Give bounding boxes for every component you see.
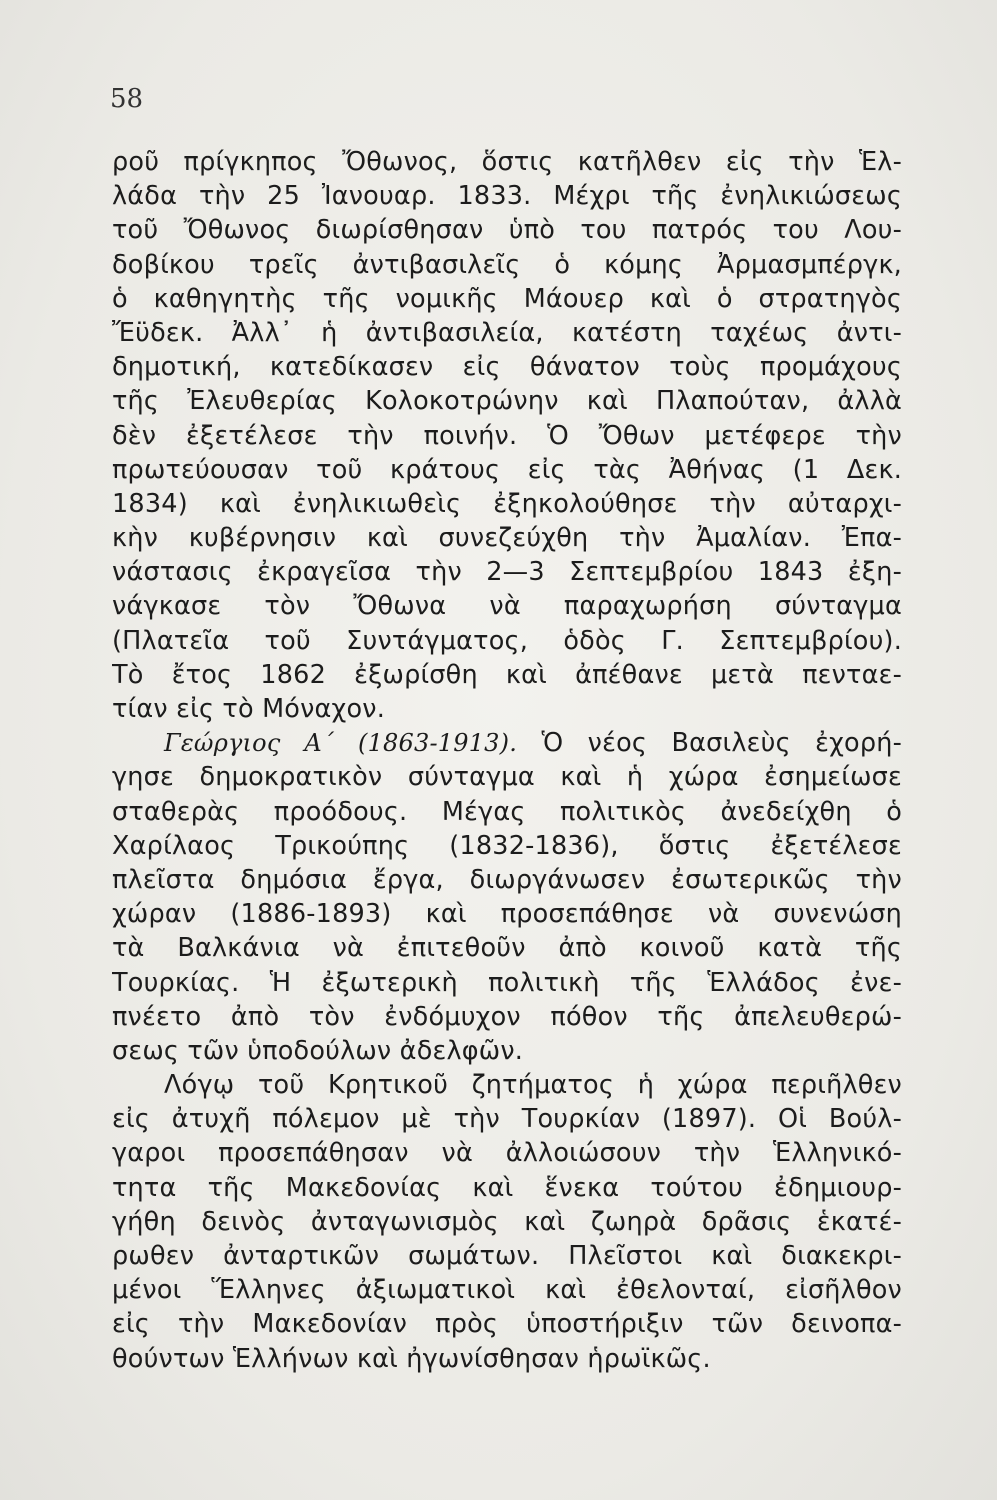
paragraph-heading-line <box>112 726 902 760</box>
text-line: Τὸ ἔτος 1862 ἐξωρίσθη καὶ ἀπέθανε μετὰ πενταε- <box>112 659 902 690</box>
section-heading: Γεώργιος Α΄ (1863-1913). <box>164 729 518 758</box>
text-line: χώραν (1886-1893) καὶ προσεπάθησε νὰ συνενώση <box>112 899 902 930</box>
text-line: γήθη δεινὸς ἀνταγωνισμὸς καὶ ζωηρὰ δρᾶσις ἑκατέ- <box>112 1206 902 1237</box>
text-line: εἰς τὴν Μακεδονίαν πρὸς ὑποστήριξιν τῶν δεινοπα- <box>112 1309 902 1340</box>
text-line: ροῦ πρίγκηπος Ὄθωνος, ὅστις κατῆλθεν εἰς τὴν Ἑλ- <box>112 147 902 177</box>
text-line: πλεῖστα δημόσια ἔργα, διωργάνωσεν ἐσωτερικῶς τὴν <box>112 864 902 895</box>
text-line: κὴν κυβέρνησιν καὶ συνεζεύχθη τὴν Ἀμαλίαν. Ἐπα- <box>112 523 902 554</box>
text-line: Λόγῳ τοῦ Κρητικοῦ ζητήματος ἡ χώρα περιῆλθεν <box>164 1070 902 1101</box>
body-text <box>112 145 902 1376</box>
text-line: ὁ καθηγητὴς τῆς νομικῆς Μάουερ καὶ ὁ στρατηγὸς <box>112 283 902 314</box>
text-line: πρωτεύουσαν τοῦ κράτους εἰς τὰς Ἀθήνας (1 Δεκ. <box>112 454 902 485</box>
text-line: γησε δημοκρατικὸν σύνταγμα καὶ ἡ χώρα ἐσημείωσε <box>112 762 902 793</box>
text-fragment: Ὁ νέος Βασιλεὺς ἐχορή- <box>541 728 902 759</box>
text-line: δημοτική, κατεδίκασεν εἰς θάνατον τοὺς προμάχους <box>112 352 902 383</box>
text-line: Τουρκίας. Ἡ ἐξωτερικὴ πολιτικὴ τῆς Ἑλλάδος ἐνε- <box>112 967 902 998</box>
text-line: γαροι προσεπάθησαν νὰ ἀλλοιώσουν τὴν Ἑλληνικό- <box>112 1138 902 1169</box>
text-line: μένοι Ἕλληνες ἀξιωματικοὶ καὶ ἐθελονταί, εἰσῆλθον <box>112 1275 902 1306</box>
text-line: πνέετο ἀπὸ τὸν ἐνδόμυχον πόθον τῆς ἀπελευθερώ- <box>112 1001 902 1032</box>
text-line: τῆς Ἐλευθερίας Κολοκοτρώνην καὶ Πλαπούταν, ἀλλὰ <box>112 386 902 417</box>
text-line: εἰς ἀτυχῆ πόλεμον μὲ τὴν Τουρκίαν (1897). Οἱ Βούλ- <box>112 1104 902 1135</box>
text-line: 1834) καὶ ἐνηλικιωθεὶς ἐξηκολούθησε τὴν αὐταρχι- <box>112 488 902 519</box>
text-line: ρωθεν ἀνταρτικῶν σωμάτων. Πλεῖστοι καὶ διακεκρι- <box>112 1241 902 1271</box>
text-line: λάδα τὴν 25 Ἰανουαρ. 1833. Μέχρι τῆς ἐνηλικιώσεως <box>112 181 902 212</box>
text-line: νάγκασε τὸν Ὄθωνα νὰ παραχωρήση σύνταγμα <box>112 591 902 622</box>
text-line: τίαν εἰς τὸ Μόναχον. <box>112 694 386 724</box>
text-line: νάστασις ἐκραγεῖσα τὴν 2—3 Σεπτεμβρίου 1843 ἐξη- <box>112 557 902 588</box>
text-line: τὰ Βαλκάνια νὰ ἐπιτεθοῦν ἀπὸ κοινοῦ κατὰ τῆς <box>112 933 902 964</box>
text-line: Χαρίλαος Τρικούπης (1832-1836), ὅστις ἐξετέλεσε <box>112 830 902 861</box>
text-line: σεως τῶν ὑποδούλων ἀδελφῶν. <box>112 1035 524 1066</box>
text-line: θούντων Ἑλλήνων καὶ ἠγωνίσθησαν ἡρωϊκῶς. <box>112 1343 711 1374</box>
text-line: Ἔϋδεκ. Ἀλλ᾽ ἡ ἀντιβασιλεία, κατέστη ταχέως ἀντι- <box>112 317 902 348</box>
page-number: 58 <box>110 84 144 114</box>
text-line: δὲν ἐξετέλεσε τὴν ποινήν. Ὁ Ὄθων μετέφερε τὴν <box>112 420 902 451</box>
text-line: τητα τῆς Μακεδονίας καὶ ἕνεκα τούτου ἐδημιουρ- <box>112 1172 902 1203</box>
text-line: δοβίκου τρεῖς ἀντιβασιλεῖς ὁ κόμης Ἀρμασμπέργκ, <box>112 249 902 280</box>
text-line: (Πλατεῖα τοῦ Συντάγματος, ὁδὸς Γ. Σεπτεμβρίου). <box>112 625 902 656</box>
text-line: σταθερὰς προόδους. Μέγας πολιτικὸς ἀνεδείχθη ὁ <box>112 796 902 827</box>
text-line: τοῦ Ὄθωνος διωρίσθησαν ὑπὸ του πατρός του Λου- <box>112 215 902 246</box>
